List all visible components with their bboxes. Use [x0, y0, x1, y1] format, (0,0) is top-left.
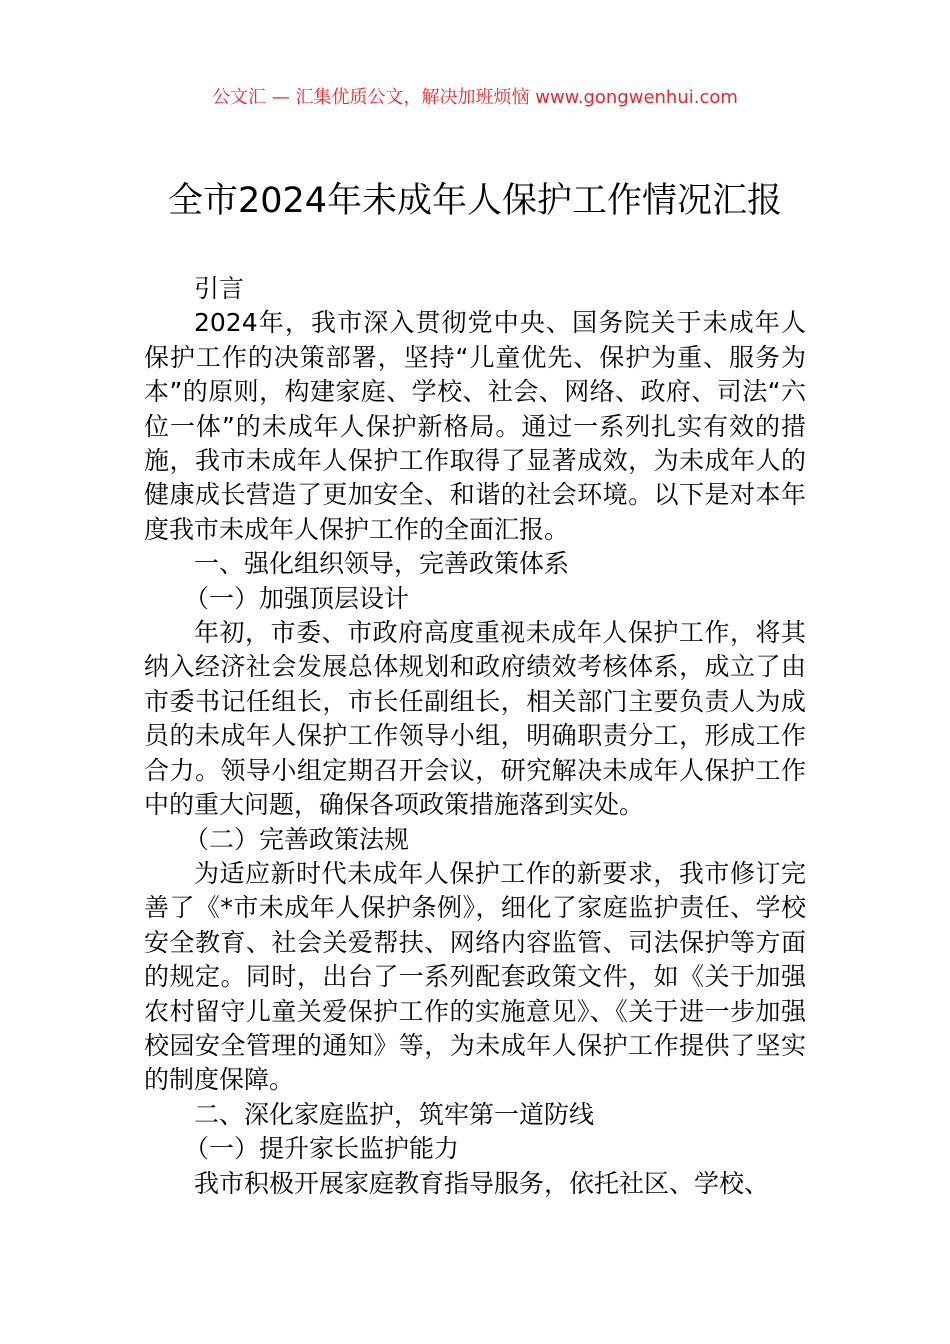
section-1-heading: 一、强化组织领导，完善政策体系 [194, 549, 570, 579]
watermark-banner: 公文汇 — 汇集优质公文，解决加班烦恼 www.gongwenhui.com [212, 87, 738, 108]
section-1-paragraph-1: 年初，市委、市政府高度重视未成年人保护工作，将其纳入经济社会发展总体规划和政府绩效考核体系，成立了由市委书记任组长，市长任副组长，相关部门主要负责人为成员的未成年人保护工作领导小组，明确职责分工，形成工作合力。领导小组定期召开会议，研究解决未成年人保护工作中的重大问题，确保各项政策措施落到实处。 [144, 618, 806, 820]
intro-heading: 引言 [194, 274, 245, 303]
section-2-paragraph-1: 我市积极开展家庭教育指导服务，依托社区、学校、 [194, 1168, 770, 1198]
section-1-paragraph-2: 为适应新时代未成年人保护工作的新要求，我市修订完善了《*市未成年人保护条例》，细化了家庭监护责任、学校安全教育、社会关爱帮扶、网络内容监管、司法保护等方面的规定。同时，出台了一系列配套政策文件，如《关于加强农村留守儿童关爱保护工作的实施意见》、《关于进一步加强校园安全管理的通知》等，为未成年人保护工作提供了坚实的制度保障。 [144, 858, 806, 1095]
section-2-subheading-1: （一）提升家长监护能力 [184, 1134, 460, 1164]
section-2-heading: 二、深化家庭监护，筑牢第一道防线 [194, 1099, 595, 1129]
section-1-subheading-2: （二）完善政策法规 [184, 824, 410, 854]
section-1-subheading-1: （一）加强顶层设计 [184, 583, 410, 613]
document-title: 全市2024年未成年人保护工作情况汇报 [167, 181, 783, 221]
intro-paragraph: 2024年，我市深入贯彻党中央、国务院关于未成年人保护工作的决策部署，坚持“儿童优先、保护为重、服务为本”的原则，构建家庭、学校、社会、网络、政府、司法“六位一体”的未成年人保护新格局。通过一系列扎实有效的措施，我市未成年人保护工作取得了显著成效，为未成年人的健康成长营造了更加安全、和谐的社会环境。以下是对本年度我市未成年人保护工作的全面汇报。 [144, 308, 806, 544]
document-body [144, 272, 806, 1201]
